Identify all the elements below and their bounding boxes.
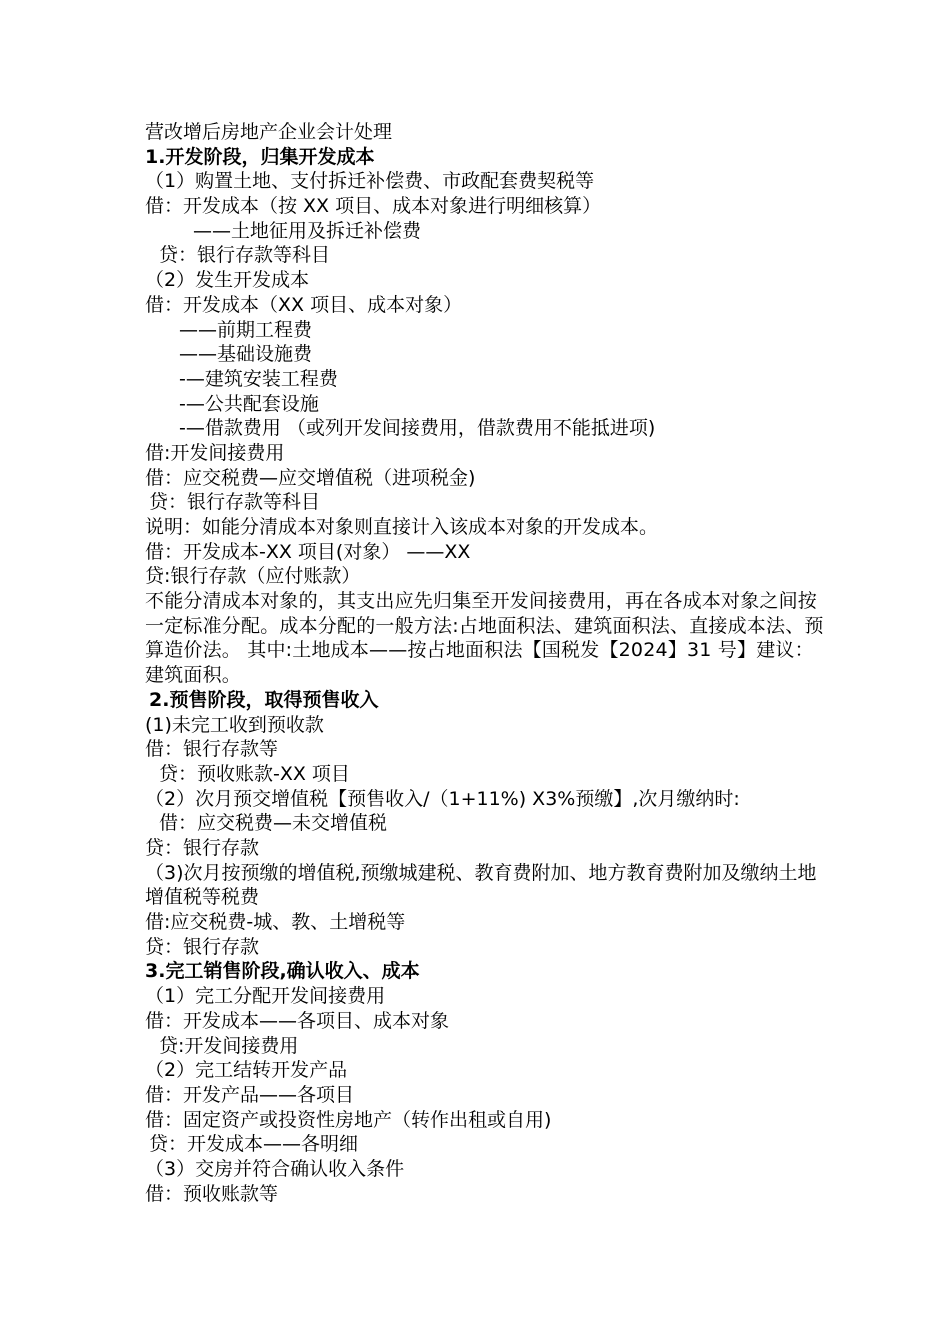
debit-entry: 借:应交税费-城、教、土增税等 — [145, 911, 406, 934]
debit-entry: 借：固定资产或投资性房地产（转作出租或自用) — [145, 1108, 552, 1131]
debit-entry: 借：银行存款等 — [145, 738, 279, 761]
subsection-1-1: （1）购置土地、支付拆迁补偿费、市政配套费契税等 — [145, 170, 595, 193]
sub-account-line: ——前期工程费 — [179, 318, 313, 341]
section-heading-3: 3.完工销售阶段,确认收入、成本 — [145, 960, 420, 983]
credit-entry: 贷：预收账款-XX 项目 — [159, 762, 350, 785]
debit-entry: 借：预收账款等 — [145, 1182, 279, 1205]
debit-entry: 借:开发间接费用 — [145, 441, 285, 464]
sub-account-line: ——基础设施费 — [179, 343, 313, 366]
sub-account-line: -—借款费用 （或列开发间接费用，借款费用不能抵进项) — [179, 417, 656, 440]
credit-entry: 贷：银行存款等科目 — [149, 491, 321, 514]
debit-entry: 借：开发成本（按 XX 项目、成本对象进行明细核算） — [145, 195, 602, 218]
section-heading-1: 1.开发阶段，归集开发成本 — [145, 145, 375, 168]
debit-entry: 借：开发成本-XX 项目(对象） ——XX — [145, 540, 471, 563]
subsection-3-2: （2）完工结转开发产品 — [145, 1059, 348, 1082]
credit-entry: 贷：开发成本——各明细 — [149, 1133, 359, 1156]
debit-entry: 借：开发成本——各项目、成本对象 — [145, 1009, 450, 1032]
credit-entry: 贷:银行存款（应付账款） — [145, 565, 361, 588]
debit-entry: 借：开发产品——各项目 — [145, 1083, 355, 1106]
credit-entry: 贷：银行存款等科目 — [159, 244, 331, 267]
credit-entry: 贷:开发间接费用 — [159, 1034, 299, 1057]
subsection-3-1: （1）完工分配开发间接费用 — [145, 985, 386, 1008]
sub-account-line: -—建筑安装工程费 — [179, 367, 338, 390]
explanation-line: 说明：如能分清成本对象则直接计入该成本对象的开发成本。 — [145, 516, 659, 538]
subsection-3-3: （3）交房并符合确认收入条件 — [145, 1157, 405, 1180]
document-title: 营改增后房地产企业会计处理 — [145, 121, 393, 143]
debit-entry: 借：应交税费—未交增值税 — [159, 812, 388, 835]
debit-entry: 借：开发成本（XX 项目、成本对象） — [145, 293, 463, 316]
debit-entry: 借：应交税费—应交增值税（进项税金) — [145, 466, 476, 489]
document-page — [0, 120, 950, 1206]
sub-account-line: ——土地征用及拆迁补偿费 — [193, 219, 422, 242]
subsection-2-1: (1)未完工收到预收款 — [145, 713, 324, 736]
sub-account-line: -—公共配套设施 — [179, 392, 319, 415]
section-heading-2: 2.预售阶段，取得预售收入 — [149, 688, 379, 711]
subsection-2-2: （2）次月预交增值税【预售收入/（1+11%) X3%预缴】,次月缴纳时: — [145, 787, 740, 810]
explanation-paragraph: 不能分清成本对象的，其支出应先归集至开发间接费用，再在各成本对象之间按一定标准分配。成本分配的一般方法:占地面积法、建筑面积法、直接成本法、预算造价法。 其中:土地成本——按占地面积法【国税发【2024】31 号】建议：建筑面积。 — [145, 590, 824, 687]
subsection-1-2: （2）发生开发成本 — [145, 269, 310, 292]
subsection-2-3: （3)次月按预缴的增值税,预缴城建税、教育费附加、地方教育费附加及缴纳土地增值税等税费 — [145, 861, 817, 909]
credit-entry: 贷：银行存款 — [145, 837, 260, 859]
credit-entry: 贷：银行存款 — [145, 935, 260, 958]
